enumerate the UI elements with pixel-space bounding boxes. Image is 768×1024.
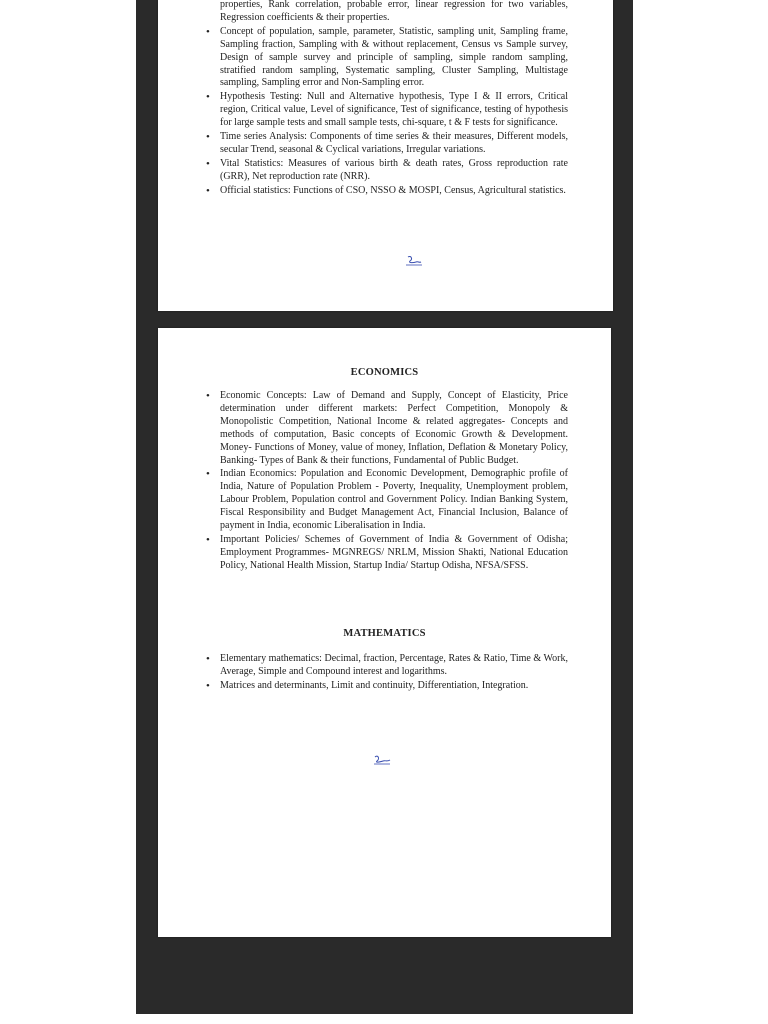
list-item — [206, 653, 568, 679]
mathematics-heading: MATHEMATICS — [343, 628, 426, 639]
list-item-text: Indian Economics: Population and Economic Development, Demographic profile of India, Nature of Population Problem - Poverty, Inequality, Unemployment problem, Labour Problem, Population control and Government Policy. Indian Banking System, Fiscal Responsibility and Budget Management Act, Financial Inclusion, Balance of payment in India, economic Liberalisation in India. — [220, 468, 568, 532]
signature-icon — [404, 254, 424, 268]
list-item — [206, 679, 568, 693]
list-item-text: Vital Statistics: Measures of various birth & death rates, Gross reproduction rate (GRR), Net reproduction rate (NRR). — [220, 157, 568, 182]
list-item — [206, 468, 568, 533]
bullet-icon: • — [206, 533, 210, 546]
list-item-text: Elementary mathematics: Decimal, fraction, Percentage, Rates & Ratio, Time & Work, Average, Simple and Compound interest and logarithms. — [220, 653, 568, 677]
bullet-icon: • — [206, 131, 210, 144]
list-item — [206, 184, 568, 198]
statistics-topic-list — [206, 0, 568, 199]
list-item — [206, 390, 568, 467]
signature-icon — [372, 753, 392, 767]
bullet-icon: • — [206, 679, 210, 692]
list-item-text: Economic Concepts: Law of Demand and Supply, Concept of Elasticity, Price determination under different markets: Perfect Competition, Monopoly & Monopolistic Competition, National Income & related aggregates- Concepts and methods of computation, Basic concepts of Economic Growth & Development. Money- Functions of Money, value of money, Inflation, Deflation & Monetary Policy, Banking- Types of Bank & their functions, Fundamental of Public Budget. — [220, 390, 568, 466]
list-item-text: Concept of population, sample, parameter, Statistic, sampling unit, Sampling frame, Sampling fraction, Sampling with & without replacement, Census vs Sample survey, Design of sample survey and principle of sampling, simple random sampling, stratified random sampling, Systematic sampling, Cluster Sampling, Multistage sampling, Sampling error and Non-Sampling error. — [220, 25, 568, 89]
list-item-text: Matrices and determinants, Limit and continuity, Differentiation, Integration. — [220, 679, 529, 691]
list-item — [206, 157, 568, 184]
economics-topic-list — [206, 390, 568, 574]
list-item-text: Important Policies/ Schemes of Government of India & Government of Odisha; Employment Programmes- MGNREGS/ NRLM, Mission Shakti, National Education Policy, National Health Mission, Startup India/ Startup Odisha, NFSA/SFSS. — [220, 533, 568, 571]
list-item — [206, 131, 568, 157]
bullet-icon: • — [206, 468, 210, 481]
list-item-text: Official statistics: Functions of CSO, NSSO & MOSPI, Census, Agricultural statistics. — [220, 184, 566, 196]
list-item-text: properties, Rank correlation, probable error, linear regression for two variables, Regression coefficients & their properties. — [220, 0, 568, 23]
list-item — [220, 0, 568, 25]
economics-heading: ECONOMICS — [350, 367, 419, 378]
bullet-icon: • — [206, 653, 210, 665]
list-item-text: Hypothesis Testing: Null and Alternative hypothesis, Type I & II errors, Critical region, Critical value, Level of significance, Test of significance, testing of hypothesis for large sample tests and small sample tests, chi-square, t & F tests for significance. — [220, 91, 568, 129]
document-page-1 — [158, 0, 613, 311]
bullet-icon: • — [206, 157, 210, 170]
bullet-icon: • — [206, 390, 210, 402]
document-page-2 — [158, 328, 611, 937]
bullet-icon: • — [206, 91, 210, 104]
list-item-text: Time series Analysis: Components of time series & their measures, Different models, secular Trend, seasonal & Cyclical variations, Irregular variations. — [220, 131, 568, 155]
bullet-icon: • — [206, 184, 210, 197]
list-item — [206, 91, 568, 130]
document-viewer[interactable] — [136, 0, 633, 1014]
list-item — [206, 533, 568, 573]
mathematics-topic-list — [206, 653, 568, 694]
list-item — [206, 25, 568, 91]
bullet-icon: • — [206, 25, 210, 38]
